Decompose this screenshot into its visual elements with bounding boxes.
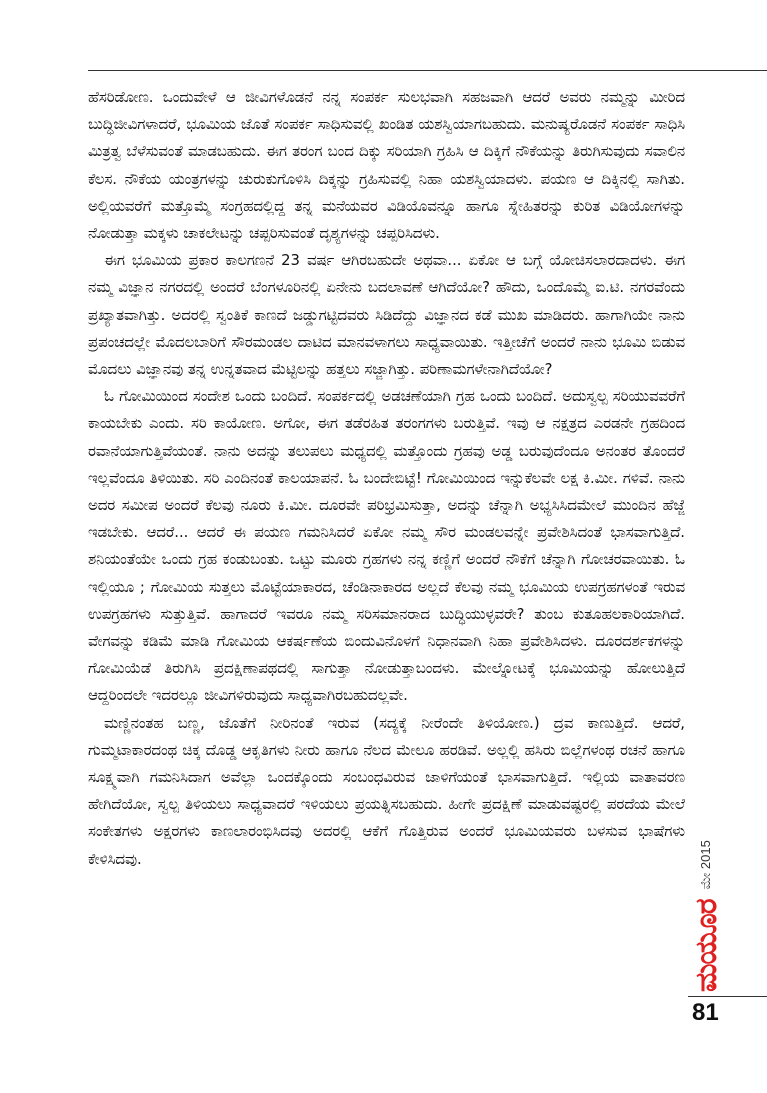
article-paragraph-3: ಓ ಗೋಮಿಯಿಂದ ಸಂದೇಶ ಒಂದು ಬಂದಿದೆ. ಸಂಪರ್ಕದಲ್ಲಿ ಅಡಚಣೆಯಾಗಿ ಗ್ರಹ ಒಂದು ಬಂದಿದೆ. ಅದುಸ್ವಲ್ಪ ಸರಿಯುವವರೆಗೆ ಕಾಯಬೇಕು ಎಂದು. ಸರಿ ಕಾಯೋಣ. ಅಗೋ, ಈಗ ತಡೆರಹಿತ ತರಂಗಗಳು ಬರುತ್ತಿವೆ. ಇವು ಆ ನಕ್ಷತ್ರದ ಎರಡನೇ ಗ್ರಹದಿಂದ ರವಾನೆಯಾಗುತ್ತಿವೆಯಂತೆ. ನಾನು ಅದನ್ನು ತಲುಪಲು ಮಧ್ಯದಲ್ಲಿ ಮತ್ತೊಂದು ಗ್ರಹವು ಅಡ್ಡ ಬರುವುದೆಂದೂ ಅನಂತರ ತೊಂದರೆ ಇಲ್ಲವೆಂದೂ ತಿಳಿಯಿತು. ಸರಿ ಎಂದಿನಂತೆ ಕಾಲಯಾಪನೆ. ಓ ಬಂದೇಬಿಟ್ಟೆ! ಗೋಮಿಯಿಂದ ಇನ್ನುಕೆಲವೇ ಲಕ್ಷ ಕಿ.ಮೀ. ಗಳಿವೆ. ನಾನು ಅದರ ಸಮೀಪ ಅಂದರೆ ಕೆಲವು ನೂರು ಕಿ.ಮೀ. ದೂರವೇ ಪರಿಭ್ರಮಿಸುತ್ತಾ, ಅದನ್ನು ಚೆನ್ನಾಗಿ ಅಭ್ಯಸಿಸಿದಮೇಲೆ ಮುಂದಿನ ಹೆಜ್ಜೆ ಇಡಬೇಕು. ಆದರೆ... ಆದರೆ ಈ ಪಯಣ ಗಮನಿಸಿದರೆ ಏಕೋ ನಮ್ಮ ಸೌರ ಮಂಡಲವನ್ನೇ ಪ್ರವೇಶಿಸಿದಂತೆ ಭಾಸವಾಗುತ್ತಿದೆ. ಶನಿಯಂತೆಯೇ ಒಂದು ಗ್ರಹ ಕಂಡುಬಂತು. ಒಟ್ಟು ಮೂರು ಗ್ರಹಗಳು ನನ್ನ ಕಣ್ಣಿಗೆ ಅಂದರೆ ನೌಕೆಗೆ ಚೆನ್ನಾಗಿ ಗೋಚರವಾಯಿತು. ಓ ಇಲ್ಲಿಯೂ ; ಗೋಮಿಯ ಸುತ್ತಲು ಮೊಟ್ಟೆಯಾಕಾರದ, ಚೆಂಡಿನಾಕಾರದ ಅಲ್ಲದೆ ಕೆಲವು ನಮ್ಮ ಭೂಮಿಯ ಉಪಗ್ರಹಗಳಂತೆ ಇರುವ ಉಪಗ್ರಹಗಳು ಸುತ್ತುತ್ತಿವೆ. ಹಾಗಾದರೆ ಇವರೂ ನಮ್ಮ ಸರಿಸಮಾನರಾದ ಬುದ್ಧಿಯುಳ್ಳವರೇ? ತುಂಬ ಕುತೂಹಲಕಾರಿಯಾಗಿದೆ. ವೇಗವನ್ನು ಕಡಿಮೆ ಮಾಡಿ ಗೋಮಿಯ ಆಕರ್ಷಣೆಯ ಬಿಂದುವಿನೊಳಗೆ ನಿಧಾನವಾಗಿ ನಿಹಾ ಪ್ರವೇಶಿಸಿದಳು. ದೂರದರ್ಶಕಗಳನ್ನು ಗೋಮಿಯೆಡೆ ತಿರುಗಿಸಿ ಪ್ರದಕ್ಷಿಣಾಪಥದಲ್ಲಿ ಸಾಗುತ್ತಾ ನೋಡುತ್ತಾಬಂದಳು. ಮೇಲ್ನೋಟಕ್ಕೆ ಭೂಮಿಯನ್ನು ಹೋಲುತ್ತಿದೆ ಆದ್ದರಿಂದಲೇ ಇದರಲ್ಲೂ ಜೀವಿಗಳಿರುವುದು ಸಾಧ್ಯವಾಗಿರಬಹುದಲ್ಲವೇ.: [88, 388, 685, 705]
article-body: [88, 84, 685, 1004]
magazine-name: ಮಯೂರ: [688, 899, 724, 992]
header-rule: [88, 70, 767, 71]
page-number: 81: [692, 999, 719, 1026]
article-paragraph-4: ಮಣ್ಣಿನಂತಹ ಬಣ್ಣ, ಜೊತೆಗೆ ನೀರಿನಂತೆ ಇರುವ (ಸದ್ಯಕ್ಕೆ ನೀರೆಂದೇ ತಿಳಿಯೋಣ.) ದ್ರವ ಕಾಣುತ್ತಿದೆ. ಆದರೆ, ಗುಮ್ಮಟಾಕಾರದಂಥ ಚಿಕ್ಕ ದೊಡ್ಡ ಆಕೃತಿಗಳು ನೀರು ಹಾಗೂ ನೆಲದ ಮೇಲೂ ಹರಡಿವೆ. ಅಲ್ಲಲ್ಲಿ ಹಸಿರು ಬಿಲ್ಲೆಗಳಂಥ ರಚನೆ ಹಾಗೂ ಸೂಕ್ಷ್ಮವಾಗಿ ಗಮನಿಸಿದಾಗ ಅವೆಲ್ಲಾ ಒಂದಕ್ಕೊಂದು ಸಂಬಂಧವಿರುವ ಜಾಳಿಗೆಯಂತೆ ಭಾಸವಾಗುತ್ತಿದೆ. ಇಲ್ಲಿಯ ವಾತಾವರಣ ಹೇಗಿದೆಯೋ, ಸ್ವಲ್ಪ ತಿಳಿಯಲು ಸಾಧ್ಯವಾದರೆ ಇಳಿಯಲು ಪ್ರಯತ್ನಿಸಬಹುದು. ಹೀಗೇ ಪ್ರದಕ್ಷಿಣೆ ಮಾಡುವಷ್ಟರಲ್ಲಿ ಪರದೆಯ ಮೇಲೆ ಸಂಕೇತಗಳು ಅಕ್ಷರಗಳು ಕಾಣಲಾರಂಭಿಸಿದವು ಅದರಲ್ಲಿ ಆಕೆಗೆ ಗೊತ್ತಿರುವ ಅಂದರೆ ಭೂಮಿಯವರು ಬಳಸುವ ಭಾಷೆಗಳು ಕೇಳಿಸಿದವು.: [88, 714, 685, 868]
footer-rule: [688, 996, 767, 997]
sidebar-vertical-text: [688, 832, 724, 992]
magazine-sidebar: [688, 832, 724, 992]
issue-date: ಮೇ 2015: [698, 840, 713, 890]
article-paragraph-2: ಈಗ ಭೂಮಿಯ ಪ್ರಕಾರ ಕಾಲಗಣನೆ 23 ವರ್ಷ ಆಗಿರಬಹುದೇ ಅಥವಾ... ಏಕೋ ಆ ಬಗ್ಗೆ ಯೋಚಿಸಲಾರದಾದಳು. ಈಗ ನಮ್ಮ ವಿಜ್ಞಾನ ನಗರದಲ್ಲಿ ಅಂದರೆ ಬೆಂಗಳೂರಿನಲ್ಲಿ ಏನೇನು ಬದಲಾವಣೆ ಆಗಿದೆಯೋ? ಹೌದು, ಒಂದೊಮ್ಮೆ ಐ.ಟಿ. ನಗರವೆಂದು ಪ್ರಖ್ಯಾತವಾಗಿತ್ತು. ಅದರಲ್ಲಿ ಸ್ವಂತಿಕೆ ಕಾಣದೆ ಜಡ್ಡುಗಟ್ಟಿದವರು ಸಿಡಿದೆದ್ದು ವಿಜ್ಞಾನದ ಕಡೆ ಮುಖ ಮಾಡಿದರು. ಹಾಗಾಗಿಯೇ ನಾನು ಪ್ರಪಂಚದಲ್ಲೇ ಮೊದಲಬಾರಿಗೆ ಸೌರಮಂಡಲ ದಾಟಿದ ಮಾನವಳಾಗಲು ಸಾಧ್ಯವಾಯಿತು. ಇತ್ತೀಚೆಗೆ ಅಂದರೆ ನಾನು ಭೂಮಿ ಬಿಡುವ ಮೊದಲು ವಿಜ್ಞಾನವು ತನ್ನ ಉನ್ನತವಾದ ಮೆಟ್ಟಿಲನ್ನು ಹತ್ತಲು ಸಜ್ಜಾಗಿತ್ತು. ಪರಿಣಾಮಗಳೇನಾಗಿದೆಯೋ?: [88, 252, 685, 379]
article-paragraph-1: ಹೆಸರಿಡೋಣ. ಒಂದುವೇಳೆ ಆ ಜೀವಿಗಳೊಡನೆ ನನ್ನ ಸಂಪರ್ಕ ಸುಲಭವಾಗಿ ಸಹಜವಾಗಿ ಆದರೆ ಅವರು ನಮ್ಮನ್ನು ಮೀರಿದ ಬುದ್ಧಿಜೀವಿಗಳಾದರೆ, ಭೂಮಿಯ ಜೊತೆ ಸಂಪರ್ಕ ಸಾಧಿಸುವಲ್ಲಿ ಖಂಡಿತ ಯಶಸ್ವಿಯಾಗಬಹುದು. ಮನುಷ್ಯರೊಡನೆ ಸಂಪರ್ಕ ಸಾಧಿಸಿ ಮಿತ್ರತ್ವ ಬೆಳೆಸುವಂತೆ ಮಾಡಬಹುದು. ಈಗ ತರಂಗ ಬಂದ ದಿಕ್ಕು ಸರಿಯಾಗಿ ಗ್ರಹಿಸಿ ಆ ದಿಕ್ಕಿಗೆ ನೌಕೆಯನ್ನು ತಿರುಗಿಸುವುದು ಸವಾಲಿನ ಕೆಲಸ. ನೌಕೆಯ ಯಂತ್ರಗಳನ್ನು ಚುರುಕುಗೊಳಿಸಿ ದಿಕ್ಕನ್ನು ಗ್ರಹಿಸುವಲ್ಲಿ ನಿಹಾ ಯಶಸ್ವಿಯಾದಳು. ಪಯಣ ಆ ದಿಕ್ಕಿನಲ್ಲಿ ಸಾಗಿತು. ಅಲ್ಲಿಯವರೆಗೆ ಮತ್ತೊಮ್ಮೆ ಸಂಗ್ರಹದಲ್ಲಿದ್ದ ತನ್ನ ಮನೆಯವರ ವಿಡಿಯೊವನ್ನೂ ಹಾಗೂ ಸ್ನೇಹಿತರನ್ನು ಕುರಿತ ವಿಡಿಯೋಗಳನ್ನು ನೋಡುತ್ತಾ ಮಕ್ಕಳು ಚಾಕಲೇಟನ್ನು ಚಪ್ಪರಿಸುವಂತೆ ದೃಶ್ಯಗಳನ್ನು ಚಪ್ಪರಿಸಿದಳು.: [88, 89, 685, 243]
